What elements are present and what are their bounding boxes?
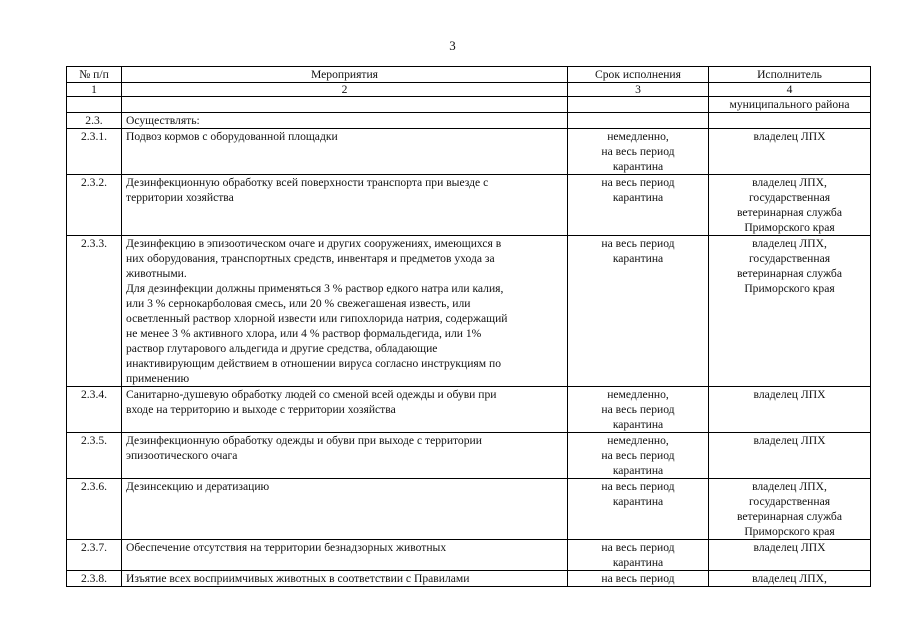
row-deadline (568, 433, 709, 479)
row-number: 2.3.1. (67, 129, 122, 175)
row-measure (122, 479, 568, 540)
row-measure-text: Дезинфекцию в эпизоотическом очаге и других сооружениях, имеющихся в них оборудования, транспортных средств, инвентаря и предметов ухода за животными. Для дезинфекции должны применяться 3 % раствор едкого натра или калия, или 3 % сернокарболовая смесь, или 20 % свежегашеная известь, или осветленный раствор хлорной извести или гипохлорида натрия, содержащий не менее 3 % активного хлора, или 4 % раствор формальдегида, или 1% раствор глутарового альдегида и другие средства, обладающие инактивирующим действием в отношении вируса согласно инструкциям по применению (126, 237, 508, 385)
row-measure-text: Дезинфекционную обработку всей поверхности транспорта при выезде с территории хозяйства (126, 176, 489, 204)
row-measure-text: Обеспечение отсутствия на территории безнадзорных животных (126, 541, 447, 554)
row-number: 2.3.4. (67, 387, 122, 433)
page-number: 3 (449, 38, 456, 53)
row-deadline (568, 175, 709, 236)
row-deadline (568, 571, 709, 587)
row-number: 2.3. (67, 113, 122, 129)
row-executor: муниципального района (709, 97, 871, 113)
header-executor: Исполнитель (709, 67, 871, 83)
row-measure (122, 129, 568, 175)
table-row (67, 175, 871, 236)
row-measure (122, 571, 568, 587)
row-deadline-text: немедленно, на весь период карантина (601, 388, 675, 431)
row-executor (709, 175, 871, 236)
row-deadline (568, 236, 709, 387)
row-measure-text: Изъятие всех восприимчивых животных в соответствии с Правилами (126, 572, 470, 585)
row-deadline (568, 97, 709, 113)
row-executor (709, 129, 871, 175)
row-deadline-text: на весь период карантина (601, 541, 675, 569)
table-row (67, 540, 871, 571)
row-executor (709, 387, 871, 433)
row-measure-text: Дезинфекционную обработку одежды и обуви при выходе с территории эпизоотического очага (126, 434, 482, 462)
row-deadline-text: немедленно, на весь период карантина (601, 130, 675, 173)
row-deadline (568, 129, 709, 175)
header-deadline: Срок исполнения (568, 67, 709, 83)
continuation-row (67, 97, 871, 113)
row-executor-text: владелец ЛПХ (753, 434, 826, 447)
row-measure (122, 97, 568, 113)
row-number: 2.3.2. (67, 175, 122, 236)
row-deadline-text: немедленно, на весь период карантина (601, 434, 675, 477)
row-deadline (568, 540, 709, 571)
row-executor (709, 571, 871, 587)
row-deadline (568, 113, 709, 129)
row-executor (709, 433, 871, 479)
column-index: 3 (568, 83, 709, 97)
row-executor-text: владелец ЛПХ, государственная ветеринарная служба Приморского края (737, 480, 842, 538)
row-executor-text: владелец ЛПХ (753, 388, 826, 401)
column-index: 4 (709, 83, 871, 97)
row-deadline-text: на весь период карантина (601, 237, 675, 265)
row-number: 2.3.6. (67, 479, 122, 540)
row-measure (122, 540, 568, 571)
row-executor-text: владелец ЛПХ (753, 130, 826, 143)
table-row (67, 479, 871, 540)
row-measure-text: Подвоз кормов с оборудованной площадки (126, 130, 338, 143)
row-deadline (568, 479, 709, 540)
row-executor-text: владелец ЛПХ, (752, 572, 827, 585)
row-executor (709, 113, 871, 129)
row-number: 2.3.5. (67, 433, 122, 479)
row-executor-text: владелец ЛПХ (753, 541, 826, 554)
measures-table (66, 66, 871, 587)
row-number (67, 97, 122, 113)
row-deadline (568, 387, 709, 433)
table-row (67, 571, 871, 587)
row-number: 2.3.7. (67, 540, 122, 571)
table-row (67, 113, 871, 129)
row-measure-text: Санитарно-душевую обработку людей со сменой всей одежды и обуви при входе на территорию и выходе с территории хозяйства (126, 388, 497, 416)
row-executor-text: владелец ЛПХ, государственная ветеринарная служба Приморского края (737, 176, 842, 234)
table-row (67, 387, 871, 433)
table-row (67, 433, 871, 479)
row-deadline-text: на весь период (601, 572, 675, 585)
column-index: 1 (67, 83, 122, 97)
row-executor-text: владелец ЛПХ, государственная ветеринарная служба Приморского края (737, 237, 842, 295)
row-executor (709, 236, 871, 387)
row-executor (709, 479, 871, 540)
header-number: № п/п (67, 67, 122, 83)
row-measure (122, 387, 568, 433)
row-deadline-text: на весь период карантина (601, 176, 675, 204)
row-measure-text: Осуществлять: (126, 114, 200, 127)
column-index-row (67, 83, 871, 97)
row-measure (122, 113, 568, 129)
row-measure (122, 433, 568, 479)
row-number: 2.3.8. (67, 571, 122, 587)
table-row (67, 129, 871, 175)
row-measure (122, 236, 568, 387)
row-number: 2.3.3. (67, 236, 122, 387)
table-header-row (67, 67, 871, 83)
header-measures: Мероприятия (122, 67, 568, 83)
column-index: 2 (122, 83, 568, 97)
row-measure-text: Дезинсекцию и дератизацию (126, 480, 270, 493)
row-deadline-text: на весь период карантина (601, 480, 675, 508)
row-executor (709, 540, 871, 571)
table-row (67, 236, 871, 387)
row-measure (122, 175, 568, 236)
